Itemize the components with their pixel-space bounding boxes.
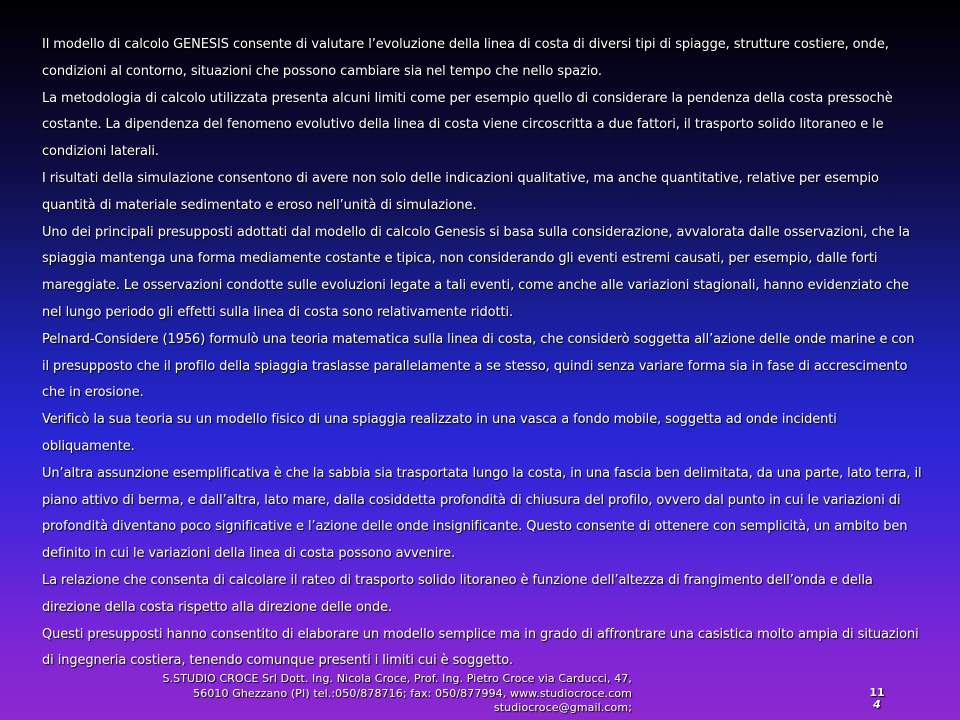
- slide-body-text: [42, 32, 922, 675]
- paragraph-methodology-limits: La metodologia di calcolo utilizzata presenta alcuni limiti come per esempio quello di considerare la pendenza della costa pressochè costante. La dipendenza del fenomeno evolutivo della linea di costa viene circoscritta a due fattori, il trasporto solido litoraneo e le condizioni laterali.: [42, 90, 893, 160]
- page-number-sub: 4: [873, 698, 881, 711]
- footer-contact-info: [120, 672, 632, 716]
- paragraph-transport-rate: La relazione che consenta di calcolare il rateo di trasporto solido litoraneo è funzione dell’altezza di frangimento dell’onda e della direzione della costa rispetto alla direzione delle onde.: [42, 572, 873, 615]
- paragraph-physical-model: Verificò la sua teoria su un modello fisico di una spiaggia realizzato in una vasca a fondo mobile, soggetta ad onde incidenti obliquamente.: [42, 412, 837, 454]
- paragraph-genesis-intro: Il modello di calcolo GENESIS consente di valutare l’evoluzione della linea di costa di diversi tipi di spiagge, strutture costiere, onde, condizioni al contorno, situazioni che possono cambiare sia nel tempo che nello spazio.: [42, 37, 889, 79]
- paragraph-pelnard-considere: Pelnard-Considere (1956) formulò una teoria matematica sulla linea di costa, che considerò soggetta all’azione delle onde marine e con il presupposto che il profilo della spiaggia traslasse parallelamente a se stesso, quindi senza variare forma sia in fase di accrescimento che in erosione.: [42, 331, 915, 401]
- paragraph-sand-transport: Un’altra assunzione esemplificativa è che la sabbia sia trasportata lungo la costa, in una fascia ben delimitata, da una parte, lato terra, il piano attivo di berma, e dall’altra, lato mare, dalla cosiddetta profondità di chiusura del profilo, ovvero dal punto in cui le variazioni di profondità diventano poco significative e l’azione delle onde insignificante. Questo consente di ottenere con semplicità, un ambito ben definito in cui le variazioni della linea di costa possono avvenire.: [42, 465, 922, 562]
- page-number-main: 11: [869, 686, 885, 699]
- page-number: [862, 687, 892, 711]
- footer-company-line: S.STUDIO CROCE Srl Dott. Ing. Nicola Croce, Prof. Ing. Pietro Croce via Carducci, 47,: [162, 672, 632, 685]
- paragraph-main-assumption: Uno dei principali presupposti adottati dal modello di calcolo Genesis si basa sulla considerazione, avvalorata dalle osservazioni, che la spiaggia mantenga una forma mediamente costante e tipica, non considerando gli eventi estremi causati, per esempio, dalle forti mareggiate. Le osservazioni condotte sulle evoluzioni legate a tali eventi, come anche alle variazioni stagionali, hanno evidenziato che nel lungo periodo gli effetti sulla linea di costa sono relativamente ridotti.: [42, 224, 910, 320]
- footer-email-line: studiocroce@gmail.com;: [493, 701, 632, 714]
- paragraph-simulation-results: I risultati della simulazione consentono di avere non solo delle indicazioni qualitative, ma anche quantitative, relative per esempio quantità di materiale sedimentato e eroso nell’unità di simulazione.: [42, 170, 879, 213]
- footer-address-line: 56010 Ghezzano (PI) tel.:050/878716; fax: 050/877994, www.studiocroce.com: [193, 686, 632, 700]
- paragraph-conclusion: Questi presupposti hanno consentito di elaborare un modello semplice ma in grado di affrontrare una casistica molto ampia di situazioni di ingegneria costiera, tenendo comunque presenti i limiti cui è soggetto.: [42, 626, 919, 669]
